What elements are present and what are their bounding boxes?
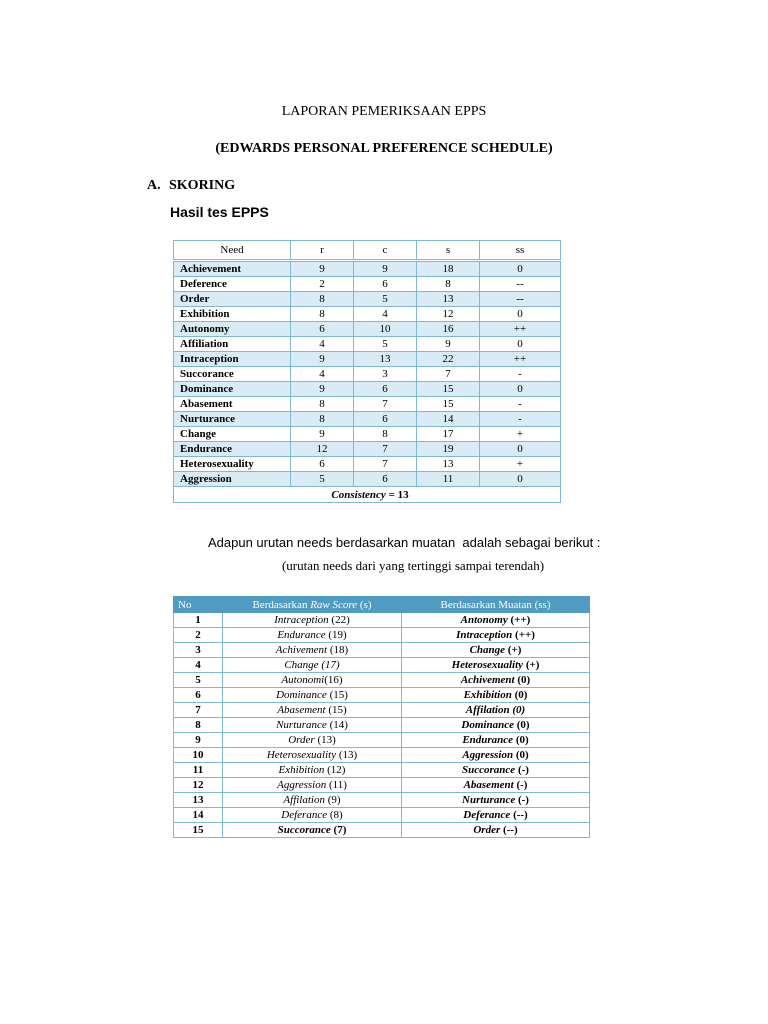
raw-need-name: Affilation xyxy=(283,794,325,806)
raw-need-name: Aggression xyxy=(277,779,327,791)
rank-number: 2 xyxy=(174,628,223,643)
r-cell: 6 xyxy=(291,457,354,472)
muatan-need-name: Achivement xyxy=(460,674,515,686)
raw-score-value: (11) xyxy=(326,779,347,791)
ss-cell: 0 xyxy=(480,382,561,397)
muatan-need-name: Nurturance xyxy=(462,794,516,806)
muatan-cell xyxy=(402,763,590,778)
r-cell: 9 xyxy=(291,352,354,367)
score-table xyxy=(173,240,561,503)
muatan-value: (0) xyxy=(514,674,531,686)
muatan-value: (0) xyxy=(513,749,529,761)
score-row xyxy=(174,397,561,412)
rank-number: 9 xyxy=(174,733,223,748)
raw-score-value: (7) xyxy=(330,824,347,836)
rank-number: 7 xyxy=(174,703,223,718)
c-cell: 8 xyxy=(354,427,417,442)
muatan-cell xyxy=(402,688,590,703)
header-need: Need xyxy=(174,241,291,261)
rank-number: 4 xyxy=(174,658,223,673)
muatan-cell xyxy=(402,628,590,643)
score-row xyxy=(174,277,561,292)
raw-need-name: Deferance xyxy=(281,809,328,821)
raw-score-cell xyxy=(223,778,402,793)
muatan-need-name: Succorance xyxy=(462,764,516,776)
section-subheading: Hasil tes EPPS xyxy=(170,204,269,220)
c-cell: 6 xyxy=(354,277,417,292)
ss-cell: 0 xyxy=(480,307,561,322)
raw-score-value: (15) xyxy=(326,689,348,701)
score-row xyxy=(174,427,561,442)
s-cell: 13 xyxy=(417,292,480,307)
muatan-value: (-) xyxy=(515,764,529,776)
raw-score-cell xyxy=(223,733,402,748)
ss-cell: -- xyxy=(480,292,561,307)
rank-number: 15 xyxy=(174,823,223,838)
need-name-cell: Order xyxy=(174,292,291,307)
raw-score-value: (19) xyxy=(325,629,347,641)
raw-score-value: (13) xyxy=(314,734,336,746)
header-muatan: Berdasarkan Muatan (ss) xyxy=(402,597,590,613)
muatan-cell xyxy=(402,703,590,718)
muatan-need-name: Affilation xyxy=(465,704,510,716)
r-cell: 8 xyxy=(291,307,354,322)
ss-cell: 0 xyxy=(480,261,561,277)
rank-number: 12 xyxy=(174,778,223,793)
ss-cell: ++ xyxy=(480,352,561,367)
need-name-cell: Nurturance xyxy=(174,412,291,427)
score-row xyxy=(174,367,561,382)
ranking-row xyxy=(174,748,590,763)
need-name-cell: Autonomy xyxy=(174,322,291,337)
header-raw-italic: Raw Score xyxy=(310,598,358,611)
need-name-cell: Achievement xyxy=(174,261,291,277)
r-cell: 6 xyxy=(291,322,354,337)
header-no: No xyxy=(174,597,223,613)
muatan-need-name: Antonomy xyxy=(460,614,508,626)
r-cell: 9 xyxy=(291,261,354,277)
order-intro-text: Adapun urutan needs berdasarkan muatan adalah sebagai berikut : xyxy=(208,535,601,550)
consistency-label: Consistency xyxy=(331,488,386,501)
muatan-value: (+) xyxy=(523,659,540,671)
header-s: s xyxy=(417,241,480,261)
need-name-cell: Deference xyxy=(174,277,291,292)
ss-cell: 0 xyxy=(480,472,561,487)
rank-number: 5 xyxy=(174,673,223,688)
need-name-cell: Succorance xyxy=(174,367,291,382)
muatan-need-name: Heterosexuality xyxy=(451,659,524,671)
raw-need-name: Change xyxy=(284,659,319,671)
raw-score-value: (12) xyxy=(324,764,346,776)
s-cell: 12 xyxy=(417,307,480,322)
ranking-row xyxy=(174,703,590,718)
muatan-cell xyxy=(402,643,590,658)
raw-need-name: Autonomi xyxy=(281,674,325,686)
score-row xyxy=(174,307,561,322)
header-r: r xyxy=(291,241,354,261)
muatan-value: (0) xyxy=(513,734,529,746)
r-cell: 4 xyxy=(291,367,354,382)
score-row xyxy=(174,352,561,367)
rank-number: 13 xyxy=(174,793,223,808)
rank-number: 1 xyxy=(174,613,223,628)
c-cell: 5 xyxy=(354,292,417,307)
raw-need-name: Abasement xyxy=(277,704,326,716)
c-cell: 7 xyxy=(354,457,417,472)
muatan-need-name: Abasement xyxy=(463,779,514,791)
c-cell: 13 xyxy=(354,352,417,367)
ss-cell: - xyxy=(480,412,561,427)
raw-need-name: Intraception xyxy=(274,614,329,626)
muatan-need-name: Dominance xyxy=(461,719,514,731)
ranking-row xyxy=(174,793,590,808)
raw-score-cell xyxy=(223,823,402,838)
muatan-need-name: Deferance xyxy=(463,809,511,821)
muatan-value: (--) xyxy=(500,824,518,836)
ranking-table xyxy=(173,596,590,838)
muatan-cell xyxy=(402,748,590,763)
raw-need-name: Exhibition xyxy=(278,764,325,776)
consistency-cell xyxy=(174,487,561,503)
muatan-value: (++) xyxy=(507,614,531,626)
rank-number: 11 xyxy=(174,763,223,778)
raw-score-cell xyxy=(223,688,402,703)
rank-number: 14 xyxy=(174,808,223,823)
c-cell: 9 xyxy=(354,261,417,277)
s-cell: 17 xyxy=(417,427,480,442)
need-name-cell: Exhibition xyxy=(174,307,291,322)
section-heading xyxy=(147,178,235,194)
muatan-need-name: Aggression xyxy=(462,749,514,761)
raw-score-cell xyxy=(223,703,402,718)
score-row xyxy=(174,337,561,352)
s-cell: 9 xyxy=(417,337,480,352)
header-raw-suffix: (s) xyxy=(357,598,372,611)
muatan-value: (0) xyxy=(509,704,526,716)
raw-score-value: (9) xyxy=(324,794,341,806)
c-cell: 3 xyxy=(354,367,417,382)
section-title: SKORING xyxy=(169,178,236,193)
score-row xyxy=(174,322,561,337)
muatan-cell xyxy=(402,613,590,628)
need-name-cell: Heterosexuality xyxy=(174,457,291,472)
muatan-cell xyxy=(402,733,590,748)
raw-score-value: (17) xyxy=(318,659,340,671)
score-row xyxy=(174,457,561,472)
ss-cell: + xyxy=(480,427,561,442)
c-cell: 6 xyxy=(354,472,417,487)
muatan-value: (0) xyxy=(513,719,530,731)
raw-score-cell xyxy=(223,658,402,673)
rank-number: 10 xyxy=(174,748,223,763)
r-cell: 5 xyxy=(291,472,354,487)
header-c: c xyxy=(354,241,417,261)
raw-need-name: Heterosexuality xyxy=(266,749,337,761)
score-row xyxy=(174,261,561,277)
ranking-row xyxy=(174,823,590,838)
need-name-cell: Dominance xyxy=(174,382,291,397)
header-ss: ss xyxy=(480,241,561,261)
s-cell: 15 xyxy=(417,382,480,397)
section-letter: A. xyxy=(147,178,161,193)
raw-score-value: (8) xyxy=(327,809,343,821)
r-cell: 9 xyxy=(291,427,354,442)
header-raw-score xyxy=(223,597,402,613)
muatan-cell xyxy=(402,808,590,823)
muatan-cell xyxy=(402,673,590,688)
need-name-cell: Intraception xyxy=(174,352,291,367)
r-cell: 12 xyxy=(291,442,354,457)
ranking-row xyxy=(174,643,590,658)
rank-number: 8 xyxy=(174,718,223,733)
ranking-row xyxy=(174,718,590,733)
muatan-cell xyxy=(402,823,590,838)
raw-need-name: Succorance xyxy=(277,824,331,836)
c-cell: 6 xyxy=(354,412,417,427)
score-row xyxy=(174,412,561,427)
muatan-cell xyxy=(402,658,590,673)
muatan-cell xyxy=(402,778,590,793)
score-row xyxy=(174,472,561,487)
order-note-text: (urutan needs dari yang tertinggi sampai terendah) xyxy=(281,558,545,573)
muatan-value: (++) xyxy=(512,629,535,641)
ss-cell: 0 xyxy=(480,442,561,457)
raw-score-cell xyxy=(223,643,402,658)
ranking-row xyxy=(174,658,590,673)
raw-score-cell xyxy=(223,613,402,628)
ss-cell: -- xyxy=(480,277,561,292)
r-cell: 8 xyxy=(291,397,354,412)
raw-score-value: (22) xyxy=(328,614,350,626)
s-cell: 18 xyxy=(417,261,480,277)
rank-number: 6 xyxy=(174,688,223,703)
muatan-cell xyxy=(402,793,590,808)
need-name-cell: Aggression xyxy=(174,472,291,487)
need-name-cell: Change xyxy=(174,427,291,442)
ranking-row xyxy=(174,688,590,703)
ranking-table-header xyxy=(174,597,590,613)
raw-score-cell xyxy=(223,763,402,778)
c-cell: 6 xyxy=(354,382,417,397)
muatan-need-name: Change xyxy=(469,644,506,656)
muatan-value: (--) xyxy=(510,809,528,821)
need-name-cell: Affiliation xyxy=(174,337,291,352)
r-cell: 8 xyxy=(291,412,354,427)
ranking-row xyxy=(174,613,590,628)
raw-score-cell xyxy=(223,718,402,733)
raw-score-cell xyxy=(223,673,402,688)
ss-cell: + xyxy=(480,457,561,472)
r-cell: 2 xyxy=(291,277,354,292)
ranking-row xyxy=(174,628,590,643)
raw-need-name: Achivement xyxy=(275,644,328,656)
s-cell: 7 xyxy=(417,367,480,382)
raw-score-value: (15) xyxy=(325,704,347,716)
c-cell: 5 xyxy=(354,337,417,352)
r-cell: 9 xyxy=(291,382,354,397)
raw-score-cell xyxy=(223,793,402,808)
muatan-value: (0) xyxy=(511,689,528,701)
ranking-row xyxy=(174,733,590,748)
raw-score-value: (13) xyxy=(336,749,358,761)
score-row xyxy=(174,442,561,457)
muatan-need-name: Endurance xyxy=(462,734,514,746)
report-subtitle: (EDWARDS PERSONAL PREFERENCE SCHEDULE) xyxy=(215,141,553,156)
score-table-header xyxy=(174,241,561,261)
r-cell: 4 xyxy=(291,337,354,352)
ss-cell: - xyxy=(480,367,561,382)
raw-score-value: (18) xyxy=(327,644,349,656)
c-cell: 7 xyxy=(354,442,417,457)
rank-number: 3 xyxy=(174,643,223,658)
ranking-row xyxy=(174,808,590,823)
raw-score-value: (14) xyxy=(326,719,348,731)
raw-score-cell xyxy=(223,808,402,823)
ss-cell: - xyxy=(480,397,561,412)
ranking-row xyxy=(174,778,590,793)
muatan-need-name: Order xyxy=(473,824,501,836)
consistency-value: = 13 xyxy=(388,488,409,501)
score-row xyxy=(174,382,561,397)
ss-cell: 0 xyxy=(480,337,561,352)
ranking-row xyxy=(174,763,590,778)
raw-score-cell xyxy=(223,748,402,763)
ranking-row xyxy=(174,673,590,688)
r-cell: 8 xyxy=(291,292,354,307)
need-name-cell: Endurance xyxy=(174,442,291,457)
c-cell: 4 xyxy=(354,307,417,322)
consistency-row xyxy=(174,487,561,503)
s-cell: 14 xyxy=(417,412,480,427)
report-title: LAPORAN PEMERIKSAAN EPPS xyxy=(281,104,487,119)
s-cell: 19 xyxy=(417,442,480,457)
header-raw-prefix: Berdasarkan xyxy=(252,598,311,611)
raw-need-name: Dominance xyxy=(276,689,327,701)
raw-need-name: Nurturance xyxy=(276,719,327,731)
muatan-need-name: Exhibition xyxy=(463,689,512,701)
s-cell: 13 xyxy=(417,457,480,472)
ss-cell: ++ xyxy=(480,322,561,337)
s-cell: 22 xyxy=(417,352,480,367)
c-cell: 7 xyxy=(354,397,417,412)
s-cell: 11 xyxy=(417,472,480,487)
muatan-need-name: Intraception xyxy=(456,629,513,641)
s-cell: 8 xyxy=(417,277,480,292)
score-row xyxy=(174,292,561,307)
s-cell: 16 xyxy=(417,322,480,337)
raw-need-name: Endurance xyxy=(277,629,326,641)
muatan-value: (+) xyxy=(505,644,522,656)
muatan-value: (-) xyxy=(515,794,529,806)
muatan-value: (-) xyxy=(513,779,528,791)
c-cell: 10 xyxy=(354,322,417,337)
muatan-cell xyxy=(402,718,590,733)
s-cell: 15 xyxy=(417,397,480,412)
raw-need-name: Order xyxy=(288,734,315,746)
need-name-cell: Abasement xyxy=(174,397,291,412)
raw-score-value: (16) xyxy=(324,674,343,686)
raw-score-cell xyxy=(223,628,402,643)
